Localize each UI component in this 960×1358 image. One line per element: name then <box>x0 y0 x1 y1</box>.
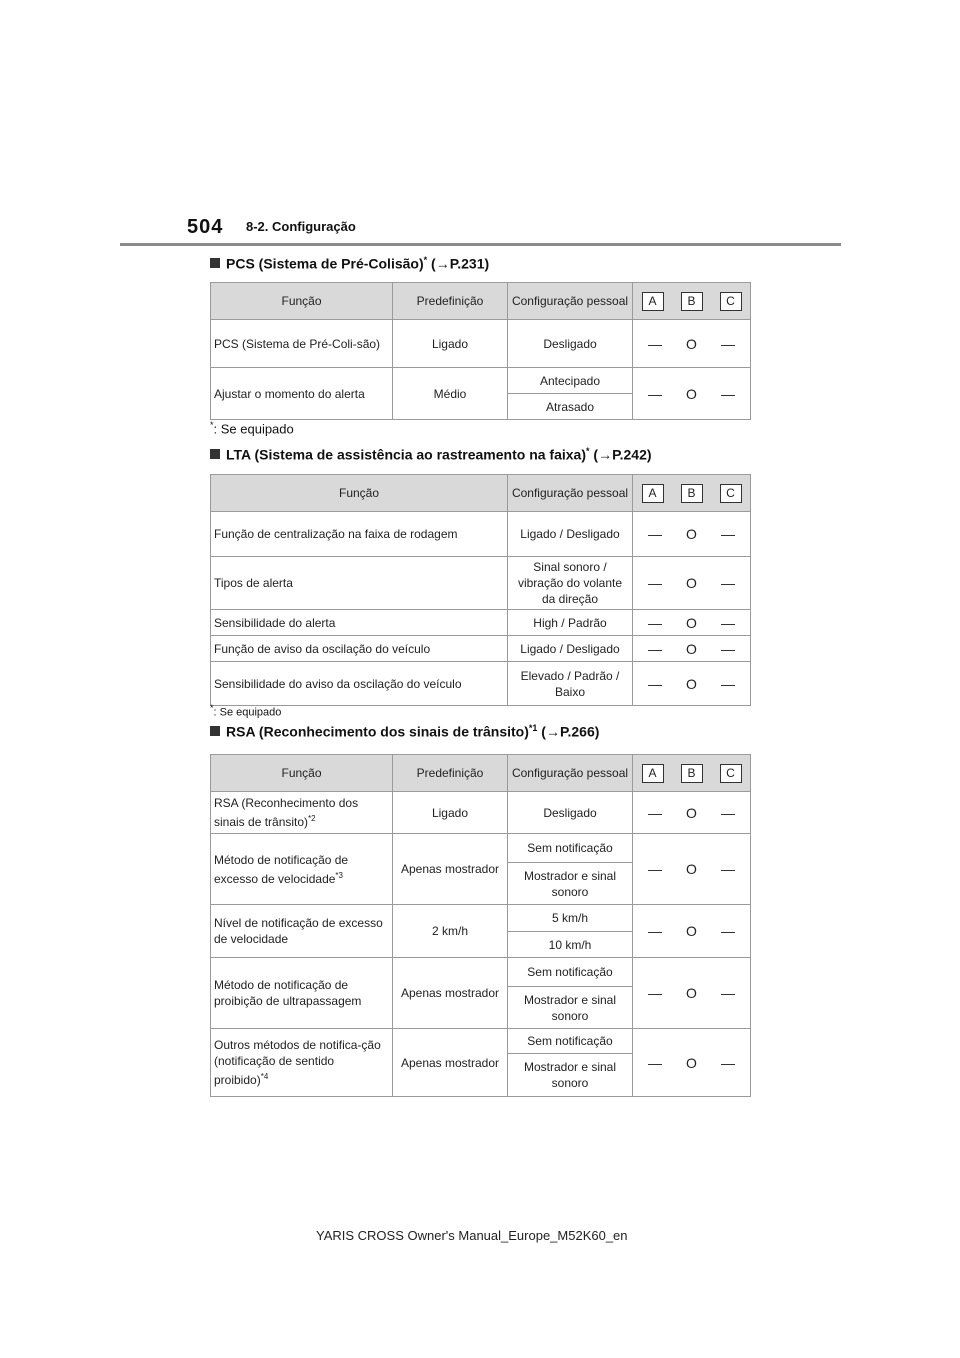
abc-cell: — O — <box>633 636 751 662</box>
col-header-funcao: Função <box>211 283 393 320</box>
letter-a-icon: A <box>642 764 664 783</box>
config-cell: Atrasado <box>508 394 633 420</box>
predef-cell: Apenas mostrador <box>393 834 508 905</box>
funcao-cell: PCS (Sistema de Pré-Coli-são) <box>211 320 393 368</box>
funcao-cell: Outros métodos de notifica-ção (notificação de sentido proibido)$^{*4}$ <box>211 1029 393 1097</box>
config-cell: Sinal sonoro / vibração do volante da direção <box>508 557 633 610</box>
pcs-table <box>210 282 751 420</box>
table-row <box>211 557 751 610</box>
col-header-abc <box>633 283 751 320</box>
col-header-config: Configuração pessoal <box>508 283 633 320</box>
square-bullet-icon <box>210 258 220 268</box>
abc-cell: — O — <box>633 512 751 557</box>
predef-cell: Médio <box>393 368 508 420</box>
funcao-cell: Método de notificação de excesso de velocidade$^{*3}$ <box>211 834 393 905</box>
funcao-cell: Ajustar o momento do alerta <box>211 368 393 420</box>
header-rule <box>120 243 841 246</box>
funcao-cell: Função de centralização na faixa de rodagem <box>211 512 508 557</box>
col-header-predefinicao: Predefinição <box>393 755 508 792</box>
funcao-cell: Função de aviso da oscilação do veículo <box>211 636 508 662</box>
letter-c-icon: C <box>720 484 742 503</box>
config-cell: 10 km/h <box>508 932 633 958</box>
lta-table <box>210 474 751 706</box>
abc-cell: — O — <box>633 368 751 420</box>
letter-b-icon: B <box>681 764 703 783</box>
abc-cell: — O — <box>633 958 751 1029</box>
col-header-funcao: Função <box>211 475 508 512</box>
abc-cell: — O — <box>633 834 751 905</box>
config-cell: Elevado / Padrão / Baixo <box>508 662 633 706</box>
abc-cell: — O — <box>633 905 751 958</box>
pcs-footnote: *: Se equipado <box>210 420 294 437</box>
col-header-funcao: Função <box>211 755 393 792</box>
table-row <box>211 662 751 706</box>
letter-c-icon: C <box>720 764 742 783</box>
funcao-cell: Tipos de alerta <box>211 557 508 610</box>
letter-b-icon: B <box>681 484 703 503</box>
abc-cell: — O — <box>633 662 751 706</box>
funcao-cell: Sensibilidade do alerta <box>211 610 508 636</box>
table-row <box>211 958 751 987</box>
rsa-heading: RSA (Reconhecimento dos sinais de trânsito)$^{*1}$ (→P.266) <box>210 723 599 740</box>
col-header-config: Configuração pessoal <box>508 755 633 792</box>
table-row <box>211 1029 751 1054</box>
config-cell: Mostrador e sinal sonoro <box>508 987 633 1029</box>
letter-b-icon: B <box>681 292 703 311</box>
lta-footnote: *: Se equipado <box>210 703 282 719</box>
col-header-abc <box>633 755 751 792</box>
config-cell: High / Padrão <box>508 610 633 636</box>
config-cell: 5 km/h <box>508 905 633 932</box>
config-cell: Desligado <box>508 792 633 834</box>
config-cell: Ligado / Desligado <box>508 512 633 557</box>
col-header-abc <box>633 475 751 512</box>
predef-cell: Ligado <box>393 792 508 834</box>
funcao-cell: Método de notificação de proibição de ultrapassagem <box>211 958 393 1029</box>
section-title: 8-2. Configuração <box>246 219 356 234</box>
config-cell: Mostrador e sinal sonoro <box>508 863 633 905</box>
table-row <box>211 905 751 932</box>
letter-c-icon: C <box>720 292 742 311</box>
config-cell: Ligado / Desligado <box>508 636 633 662</box>
square-bullet-icon <box>210 449 220 459</box>
config-cell: Sem notificação <box>508 1029 633 1054</box>
config-cell: Mostrador e sinal sonoro <box>508 1054 633 1097</box>
lta-heading: LTA (Sistema de assistência ao rastreamento na faixa)* (→P.242) <box>210 446 652 463</box>
predef-cell: Apenas mostrador <box>393 1029 508 1097</box>
letter-a-icon: A <box>642 292 664 311</box>
abc-cell: — O — <box>633 557 751 610</box>
abc-cell: — O — <box>633 1029 751 1097</box>
funcao-cell: RSA (Reconhecimento dos sinais de trânsito)$^{*2}$ <box>211 792 393 834</box>
pcs-heading: PCS (Sistema de Pré-Colisão)* (→P.231) <box>210 255 489 272</box>
square-bullet-icon <box>210 726 220 736</box>
config-cell: Sem notificação <box>508 958 633 987</box>
lta-page-ref: (→P.242) <box>593 446 652 463</box>
funcao-cell: Nível de notificação de excesso de velocidade <box>211 905 393 958</box>
table-row <box>211 368 751 394</box>
col-header-predefinicao: Predefinição <box>393 283 508 320</box>
letter-a-icon: A <box>642 484 664 503</box>
config-cell: Sem notificação <box>508 834 633 863</box>
funcao-cell: Sensibilidade do aviso da oscilação do veículo <box>211 662 508 706</box>
abc-cell: — O — <box>633 792 751 834</box>
abc-cell: — O — <box>633 610 751 636</box>
pcs-page-ref: (→P.231) <box>431 255 490 272</box>
predef-cell: Apenas mostrador <box>393 958 508 1029</box>
table-row <box>211 610 751 636</box>
table-row <box>211 792 751 834</box>
col-header-config: Configuração pessoal <box>508 475 633 512</box>
table-row <box>211 636 751 662</box>
page-number: 504 <box>187 216 224 238</box>
rsa-table <box>210 754 751 1097</box>
config-cell: Desligado <box>508 320 633 368</box>
config-cell: Antecipado <box>508 368 633 394</box>
predef-cell: 2 km/h <box>393 905 508 958</box>
table-row <box>211 320 751 368</box>
abc-cell: — O — <box>633 320 751 368</box>
predef-cell: Ligado <box>393 320 508 368</box>
table-row <box>211 834 751 863</box>
rsa-page-ref: (→P.266) <box>541 723 600 740</box>
table-row <box>211 512 751 557</box>
page-footer: YARIS CROSS Owner's Manual_Europe_M52K60_en <box>316 1228 628 1243</box>
